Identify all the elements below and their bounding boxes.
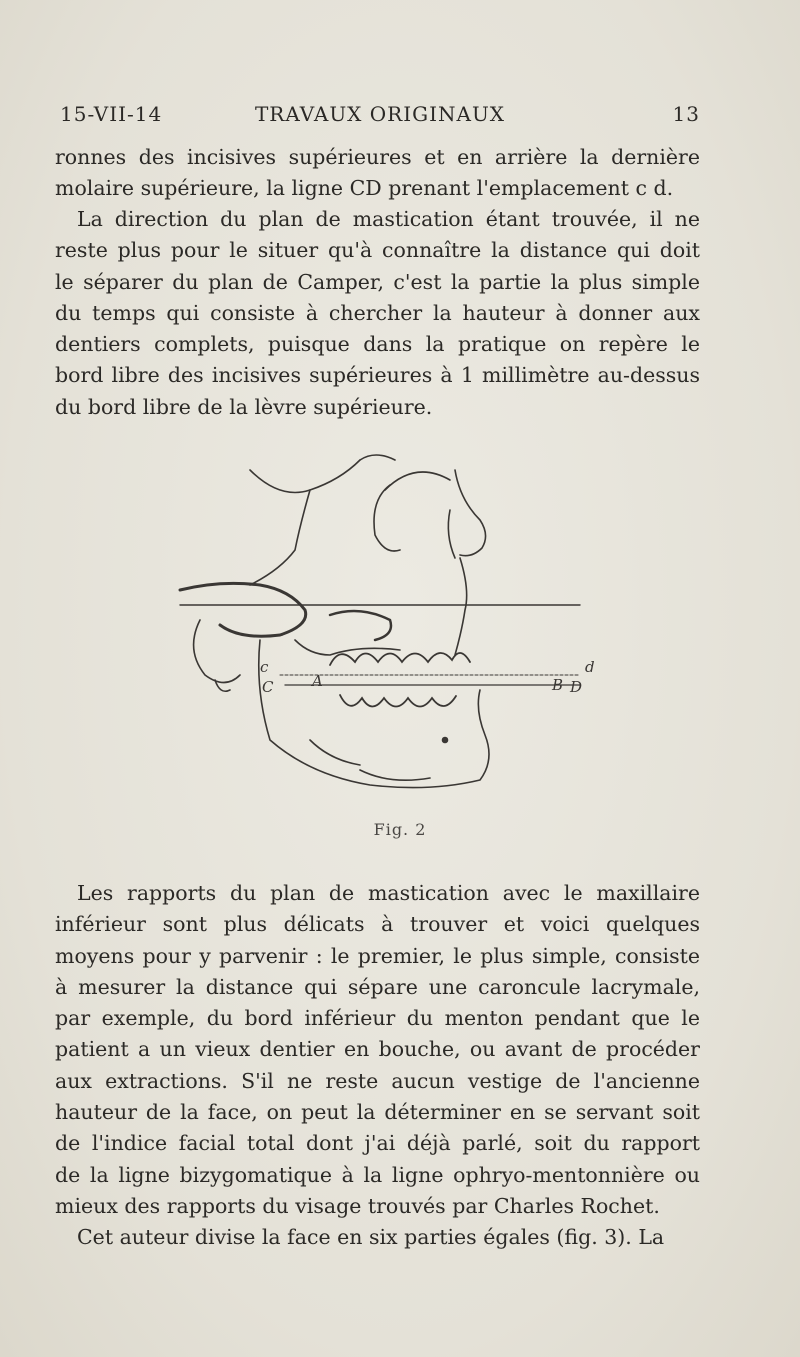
header-date: 15-VII-14: [60, 102, 163, 126]
text-line: ronnes des incisives supérieures et en arrière la dernière: [55, 145, 700, 169]
text-line: par exemple, du bord inférieur du menton pendant que le: [55, 1006, 700, 1031]
figure-caption: Fig. 2: [373, 820, 427, 839]
text-line: du temps qui consiste à chercher la hauteur à donner aux: [55, 300, 700, 325]
text-line: Les rapports du plan de mastication avec le maxillaire: [77, 881, 700, 905]
page-number: 13: [672, 102, 700, 126]
header-title: TRAVAUX ORIGINAUX: [254, 102, 506, 126]
text-line: Cet auteur divise la face en six parties égales (fig. 3). La: [77, 1225, 665, 1249]
paragraph-continuation: [55, 142, 700, 205]
label-D: D: [570, 678, 583, 696]
label-A: A: [312, 672, 323, 690]
text-line: du bord libre de la lèvre supérieure.: [55, 394, 433, 419]
paragraph-mastication-plane: [55, 204, 700, 423]
label-B: B: [552, 676, 564, 694]
text-line: aux extractions. S'il ne reste aucun vestige de l'ancienne: [55, 1068, 700, 1093]
text-line: inférieur sont plus délicats à trouver et voici quelques: [55, 912, 700, 937]
skull-figure: [160, 440, 600, 820]
text-line: molaire supérieure, la ligne CD prenant l'emplacement c d.: [55, 176, 674, 201]
paragraph-mandible-relations: [55, 878, 700, 1222]
text-line: reste plus pour le situer qu'à connaître la distance qui doit: [55, 238, 700, 263]
label-c: c: [260, 658, 269, 676]
paragraph-rochet: [55, 1222, 700, 1253]
text-line: patient a un vieux dentier en bouche, ou avant de procéder: [55, 1037, 700, 1062]
text-line: de l'indice facial total dont j'ai déjà parlé, soit du rapport: [55, 1131, 700, 1156]
text-line: à mesurer la distance qui sépare une caroncule lacrymale,: [55, 974, 700, 999]
text-line: bord libre des incisives supérieures à 1 millimètre au-dessus: [55, 363, 700, 388]
skull-drawing: [160, 440, 600, 820]
text-line: hauteur de la face, on peut la déterminer en se servant soit: [55, 1100, 700, 1125]
text-line: le séparer du plan de Camper, c'est la partie la plus simple: [55, 269, 700, 294]
text-line: La direction du plan de mastication étant trouvée, il ne: [77, 207, 700, 231]
text-line: mieux des rapports du visage trouvés par Charles Rochet.: [55, 1193, 660, 1218]
text-line: moyens pour y parvenir : le premier, le plus simple, consiste: [55, 943, 700, 968]
label-C: C: [262, 678, 274, 696]
label-d: d: [585, 658, 595, 676]
text-line: de la ligne bizygomatique à la ligne ophryo-mentonnière ou: [55, 1162, 700, 1187]
running-header: [60, 102, 700, 132]
text-line: dentiers complets, puisque dans la pratique on repère le: [55, 332, 700, 357]
